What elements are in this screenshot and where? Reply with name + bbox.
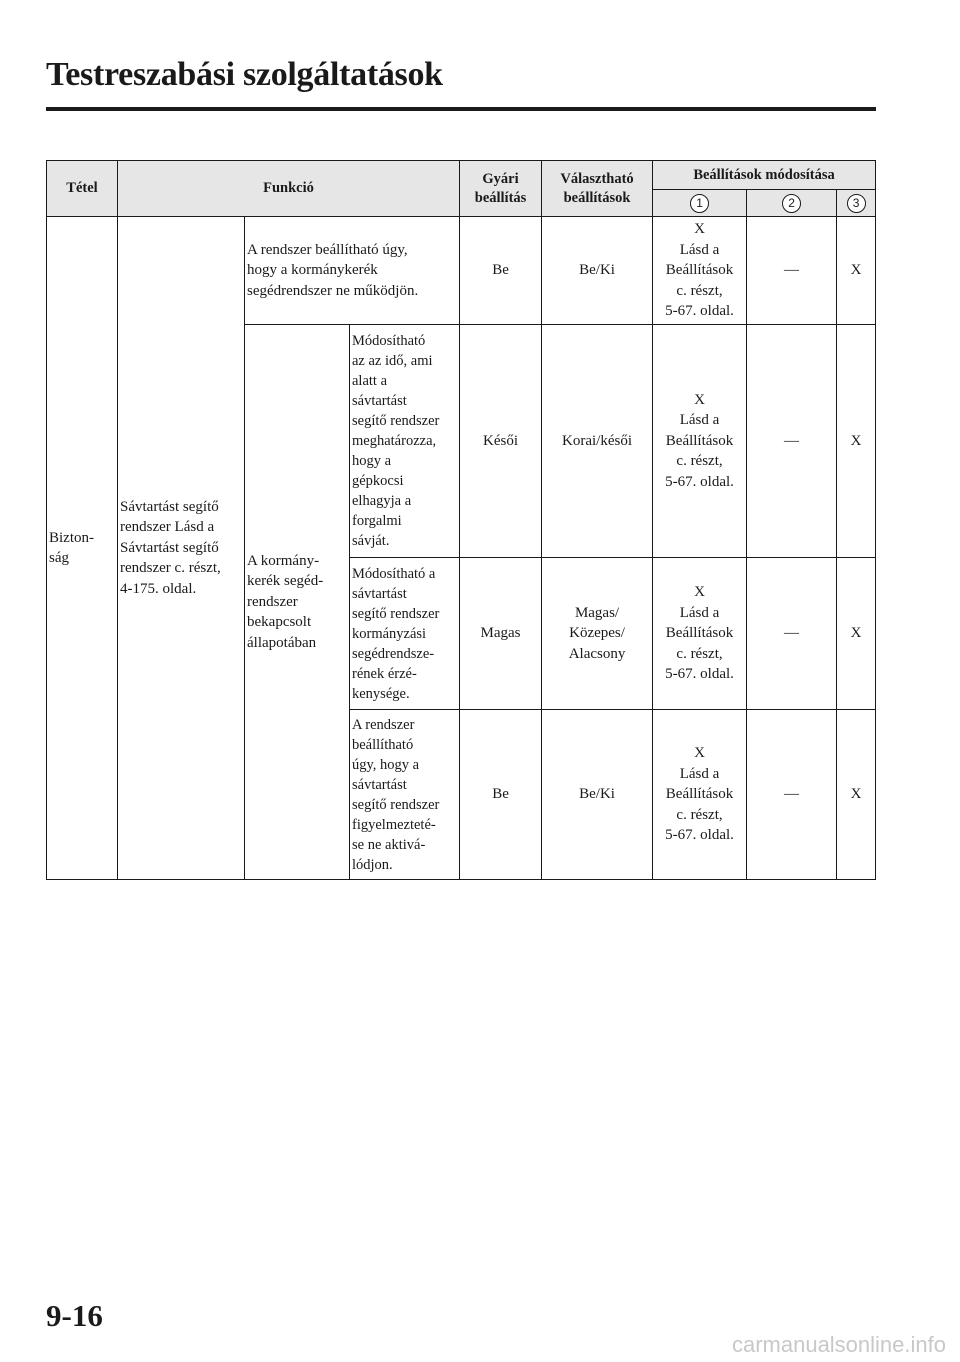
header-method-3 (837, 190, 876, 217)
method-3-cell: X (837, 558, 876, 710)
method-1-cell: X Lásd a Beállítások c. részt, 5-67. oldal. (653, 325, 747, 558)
group-label-cell: A kormány- kerék segéd- rendszer bekapcsolt állapotában (245, 325, 350, 880)
method-3-cell: X (837, 325, 876, 558)
header-method-2 (747, 190, 837, 217)
factory-cell: Be (460, 710, 542, 880)
function-cell: A rendszer beállítható úgy, hogy a sávtartást segítő rendszer figyelmezteté- se ne aktivá- lódjon. (350, 710, 460, 880)
header-change-settings: Beállítások módosítása (653, 161, 876, 190)
settings-table (46, 160, 876, 880)
factory-cell: Késői (460, 325, 542, 558)
method-3-cell: X (837, 710, 876, 880)
method-1-cell: X Lásd a Beállítások c. részt, 5-67. oldal. (653, 217, 747, 325)
method-2-cell: — (747, 325, 837, 558)
function-cell: A rendszer beállítható úgy, hogy a kormánykerék segédrendszer ne működjön. (245, 217, 460, 325)
header-selectable-settings: Választható beállítások (542, 161, 653, 217)
factory-cell: Be (460, 217, 542, 325)
options-cell: Korai/késői (542, 325, 653, 558)
method-3-cell: X (837, 217, 876, 325)
method-1-cell: X Lásd a Beállítások c. részt, 5-67. oldal. (653, 558, 747, 710)
options-cell: Be/Ki (542, 710, 653, 880)
function-cell: Módosítható a sávtartást segítő rendszer kormányzási segédrendsze- rének érzé- kenysége. (350, 558, 460, 710)
header-function: Funkció (118, 161, 460, 217)
options-cell: Be/Ki (542, 217, 653, 325)
page-title: Testreszabási szolgáltatások (46, 56, 443, 93)
title-rule (46, 107, 876, 111)
header-factory-setting: Gyári beállítás (460, 161, 542, 217)
method-2-cell: — (747, 710, 837, 880)
item-cell: Sávtartást segítő rendszer Lásd a Sávtartást segítő rendszer c. részt, 4-175. oldal. (118, 217, 245, 880)
header-method-1 (653, 190, 747, 217)
table-row (47, 217, 876, 325)
page-number: 9-16 (46, 1298, 103, 1333)
function-cell: Módosítható az az idő, ami alatt a sávtartást segítő rendszer meghatározza, hogy a gépkocsi elhagyja a forgalmi sávját. (350, 325, 460, 558)
options-cell: Magas/ Közepes/ Alacsony (542, 558, 653, 710)
factory-cell: Magas (460, 558, 542, 710)
method-1-cell: X Lásd a Beállítások c. részt, 5-67. oldal. (653, 710, 747, 880)
method-2-cell: — (747, 558, 837, 710)
method-2-cell: — (747, 217, 837, 325)
header-item: Tétel (47, 161, 118, 217)
category-cell: Bizton- ság (47, 217, 118, 880)
circled-number-2: 2 (782, 194, 801, 213)
circled-number-1: 1 (690, 194, 709, 213)
circled-number-3: 3 (847, 194, 866, 213)
watermark: carmanualsonline.info (731, 1332, 946, 1357)
